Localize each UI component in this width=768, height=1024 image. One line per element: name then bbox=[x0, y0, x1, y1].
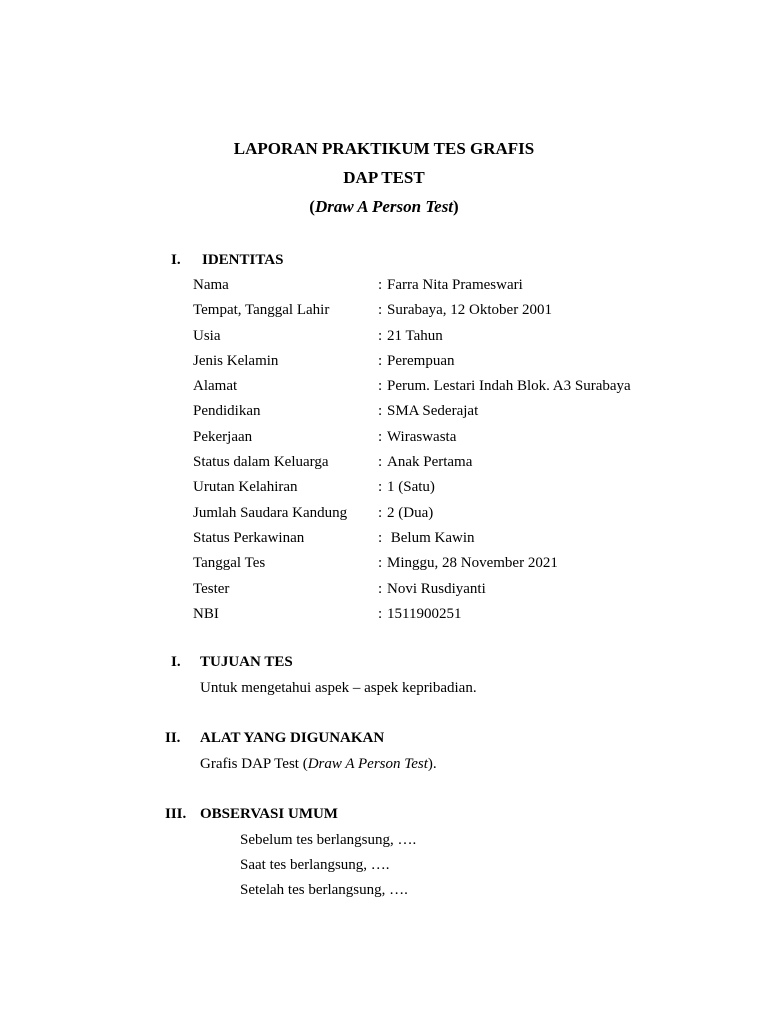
identitas-row bbox=[193, 327, 753, 352]
field-separator: : bbox=[378, 403, 383, 420]
field-label: Jumlah Saudara Kandung bbox=[193, 504, 348, 521]
field-separator: : bbox=[378, 277, 383, 293]
field-label: Urutan Kelahiran bbox=[193, 479, 298, 496]
field-separator: : bbox=[378, 529, 383, 546]
identitas-row bbox=[193, 402, 753, 427]
identitas-row bbox=[193, 428, 753, 453]
section-number: II. bbox=[165, 730, 181, 746]
identitas-row bbox=[193, 554, 753, 579]
field-value: Anak Pertama bbox=[387, 454, 473, 471]
alat-text-after: ). bbox=[427, 756, 437, 772]
identitas-row bbox=[193, 377, 753, 402]
field-separator: : bbox=[378, 428, 383, 445]
field-value: 1 (Satu) bbox=[387, 479, 435, 496]
field-value: Wiraswasta bbox=[387, 428, 457, 445]
identitas-row bbox=[193, 352, 753, 377]
field-label: Pendidikan bbox=[193, 403, 261, 420]
field-separator: : bbox=[378, 327, 383, 344]
field-label: NBI bbox=[193, 605, 219, 622]
identitas-row bbox=[193, 478, 753, 503]
alat-text-before: Grafis DAP Test ( bbox=[200, 756, 308, 772]
report-subtitle-italic bbox=[0, 197, 768, 217]
field-label: Status dalam Keluarga bbox=[193, 454, 329, 471]
alat-text bbox=[200, 755, 437, 773]
paren-close: ) bbox=[453, 197, 459, 216]
field-value: 1511900251 bbox=[387, 605, 462, 622]
section-label: TUJUAN TES bbox=[200, 654, 293, 670]
section-label: ALAT YANG DIGUNAKAN bbox=[200, 730, 385, 746]
field-value: 2 (Dua) bbox=[387, 504, 434, 521]
field-separator: : bbox=[378, 378, 383, 395]
report-title: LAPORAN PRAKTIKUM TES GRAFIS bbox=[233, 139, 535, 158]
identitas-row bbox=[193, 453, 753, 478]
field-value: Minggu, 28 November 2021 bbox=[387, 555, 558, 572]
field-label: Pekerjaan bbox=[193, 428, 253, 445]
field-label: Usia bbox=[193, 327, 221, 344]
identitas-row bbox=[193, 504, 753, 529]
identitas-row bbox=[193, 605, 753, 630]
alat-text-italic: Draw A Person Test bbox=[307, 756, 428, 772]
field-separator: : bbox=[378, 454, 383, 471]
observasi-line: Saat tes berlangsung, …. bbox=[240, 857, 390, 873]
observasi-line: Setelah tes berlangsung, …. bbox=[240, 882, 408, 898]
italic-test-name: Draw A Person Test bbox=[314, 197, 454, 216]
identitas-row bbox=[193, 276, 753, 301]
field-label: Nama bbox=[193, 277, 229, 293]
field-separator: : bbox=[378, 580, 383, 597]
field-value: 21 Tahun bbox=[387, 327, 443, 344]
field-separator: : bbox=[378, 555, 383, 572]
field-value: Perempuan bbox=[387, 352, 455, 369]
field-value: Farra Nita Prameswari bbox=[387, 277, 523, 293]
field-label: Tempat, Tanggal Lahir bbox=[193, 302, 330, 319]
field-label: Tanggal Tes bbox=[193, 555, 266, 572]
field-separator: : bbox=[378, 302, 383, 319]
field-value: SMA Sederajat bbox=[387, 403, 479, 420]
field-value: Belum Kawin bbox=[387, 529, 475, 546]
field-separator: : bbox=[378, 479, 383, 496]
field-label: Jenis Kelamin bbox=[193, 352, 279, 369]
paren-open: ( bbox=[309, 197, 315, 216]
field-value: Novi Rusdiyanti bbox=[387, 580, 486, 597]
identitas-row bbox=[193, 529, 753, 554]
section-number: I. bbox=[171, 654, 181, 670]
section-label: OBSERVASI UMUM bbox=[200, 806, 338, 822]
field-separator: : bbox=[378, 605, 383, 622]
field-label: Alamat bbox=[193, 378, 238, 395]
field-separator: : bbox=[378, 504, 383, 521]
identitas-row bbox=[193, 301, 753, 326]
report-subtitle: DAP TEST bbox=[343, 168, 425, 187]
section-number: III. bbox=[165, 806, 187, 822]
identitas-table bbox=[193, 276, 753, 630]
field-value: Surabaya, 12 Oktober 2001 bbox=[387, 302, 552, 319]
section-label: IDENTITAS bbox=[202, 252, 284, 268]
field-label: Tester bbox=[193, 580, 230, 597]
field-separator: : bbox=[378, 352, 383, 369]
tujuan-text: Untuk mengetahui aspek – aspek kepribadian. bbox=[200, 680, 477, 696]
identitas-row bbox=[193, 580, 753, 605]
section-number: I. bbox=[171, 252, 181, 268]
field-value: Perum. Lestari Indah Blok. A3 Surabaya bbox=[387, 378, 631, 395]
field-label: Status Perkawinan bbox=[193, 529, 305, 546]
observasi-line: Sebelum tes berlangsung, …. bbox=[240, 832, 417, 848]
